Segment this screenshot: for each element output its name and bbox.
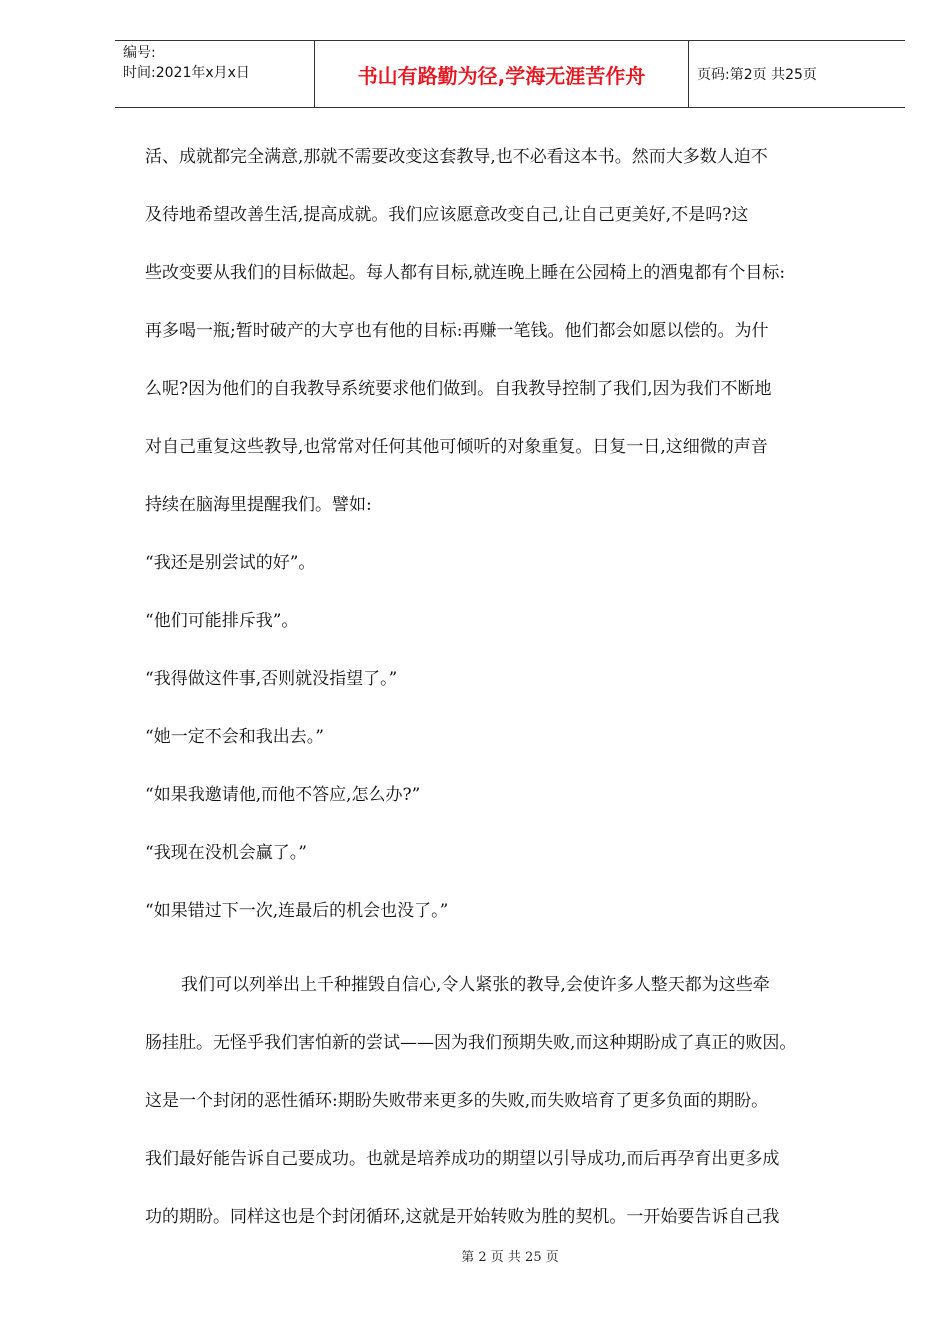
page-footer: 第 2 页 共 25 页 <box>461 1250 559 1265</box>
quote-line: “我得做这件事,否则就没指望了。” <box>145 669 398 689</box>
body-text <box>145 128 885 1246</box>
text-line: 么呢?因为他们的自我教导系统要求他们做到。自我教导控制了我们,因为我们不断地 <box>145 379 772 399</box>
page-header <box>115 40 905 108</box>
quote-line: “如果错过下一次,连最后的机会也没了。” <box>145 901 449 921</box>
quote-line: “我现在没机会赢了。” <box>145 843 307 863</box>
text-line: 我们可以列举出上千种摧毁自信心,令人紧张的教导,会使许多人整天都为这些牵 <box>181 975 770 995</box>
text-line: 再多喝一瓶;暂时破产的大亨也有他的目标:再赚一笔钱。他们都会如愿以偿的。为什 <box>145 321 769 341</box>
text-line: 些改变要从我们的目标做起。每人都有目标,就连晚上睡在公园椅上的酒鬼都有个目标: <box>145 263 786 283</box>
text-line: 及待地希望改善生活,提高成就。我们应该愿意改变自己,让自己更美好,不是吗?这 <box>145 205 749 225</box>
text-line: 肠挂肚。无怪乎我们害怕新的尝试——因为我们预期失败,而这种期盼成了真正的败因。 <box>145 1033 797 1053</box>
text-line: 活、成就都完全满意,那就不需要改变这套教导,也不必看这本书。然而大多数人迫不 <box>145 147 768 167</box>
number-label: 编号: <box>123 45 156 61</box>
quote-line: “如果我邀请他,而他不答应,怎么办?” <box>145 785 421 805</box>
quote-line: “我还是别尝试的好”。 <box>145 553 316 573</box>
quote-line: “她一定不会和我出去。” <box>145 727 324 747</box>
time-label: 时间:2021年x月x日 <box>123 65 250 81</box>
page-info: 页码:第2页 共25页 <box>697 67 817 83</box>
text-line: 对自己重复这些教导,也常常对任何其他可倾听的对象重复。日复一日,这细微的声音 <box>145 437 768 457</box>
motto: 书山有路勤为径,学海无涯苦作舟 <box>315 41 689 107</box>
text-line: 这是一个封闭的恶性循环:期盼失败带来更多的失败,而失败培育了更多负面的期盼。 <box>145 1091 769 1111</box>
quote-line: “他们可能排斥我”。 <box>145 611 299 631</box>
text-line: 功的期盼。同样这也是个封闭循环,这就是开始转败为胜的契机。一开始要告诉自己我 <box>145 1207 780 1227</box>
text-line: 持续在脑海里提醒我们。譬如: <box>145 495 372 515</box>
text-line: 我们最好能告诉自己要成功。也就是培养成功的期望以引导成功,而后再孕育出更多成 <box>145 1149 780 1169</box>
header-left-cell <box>115 41 315 107</box>
